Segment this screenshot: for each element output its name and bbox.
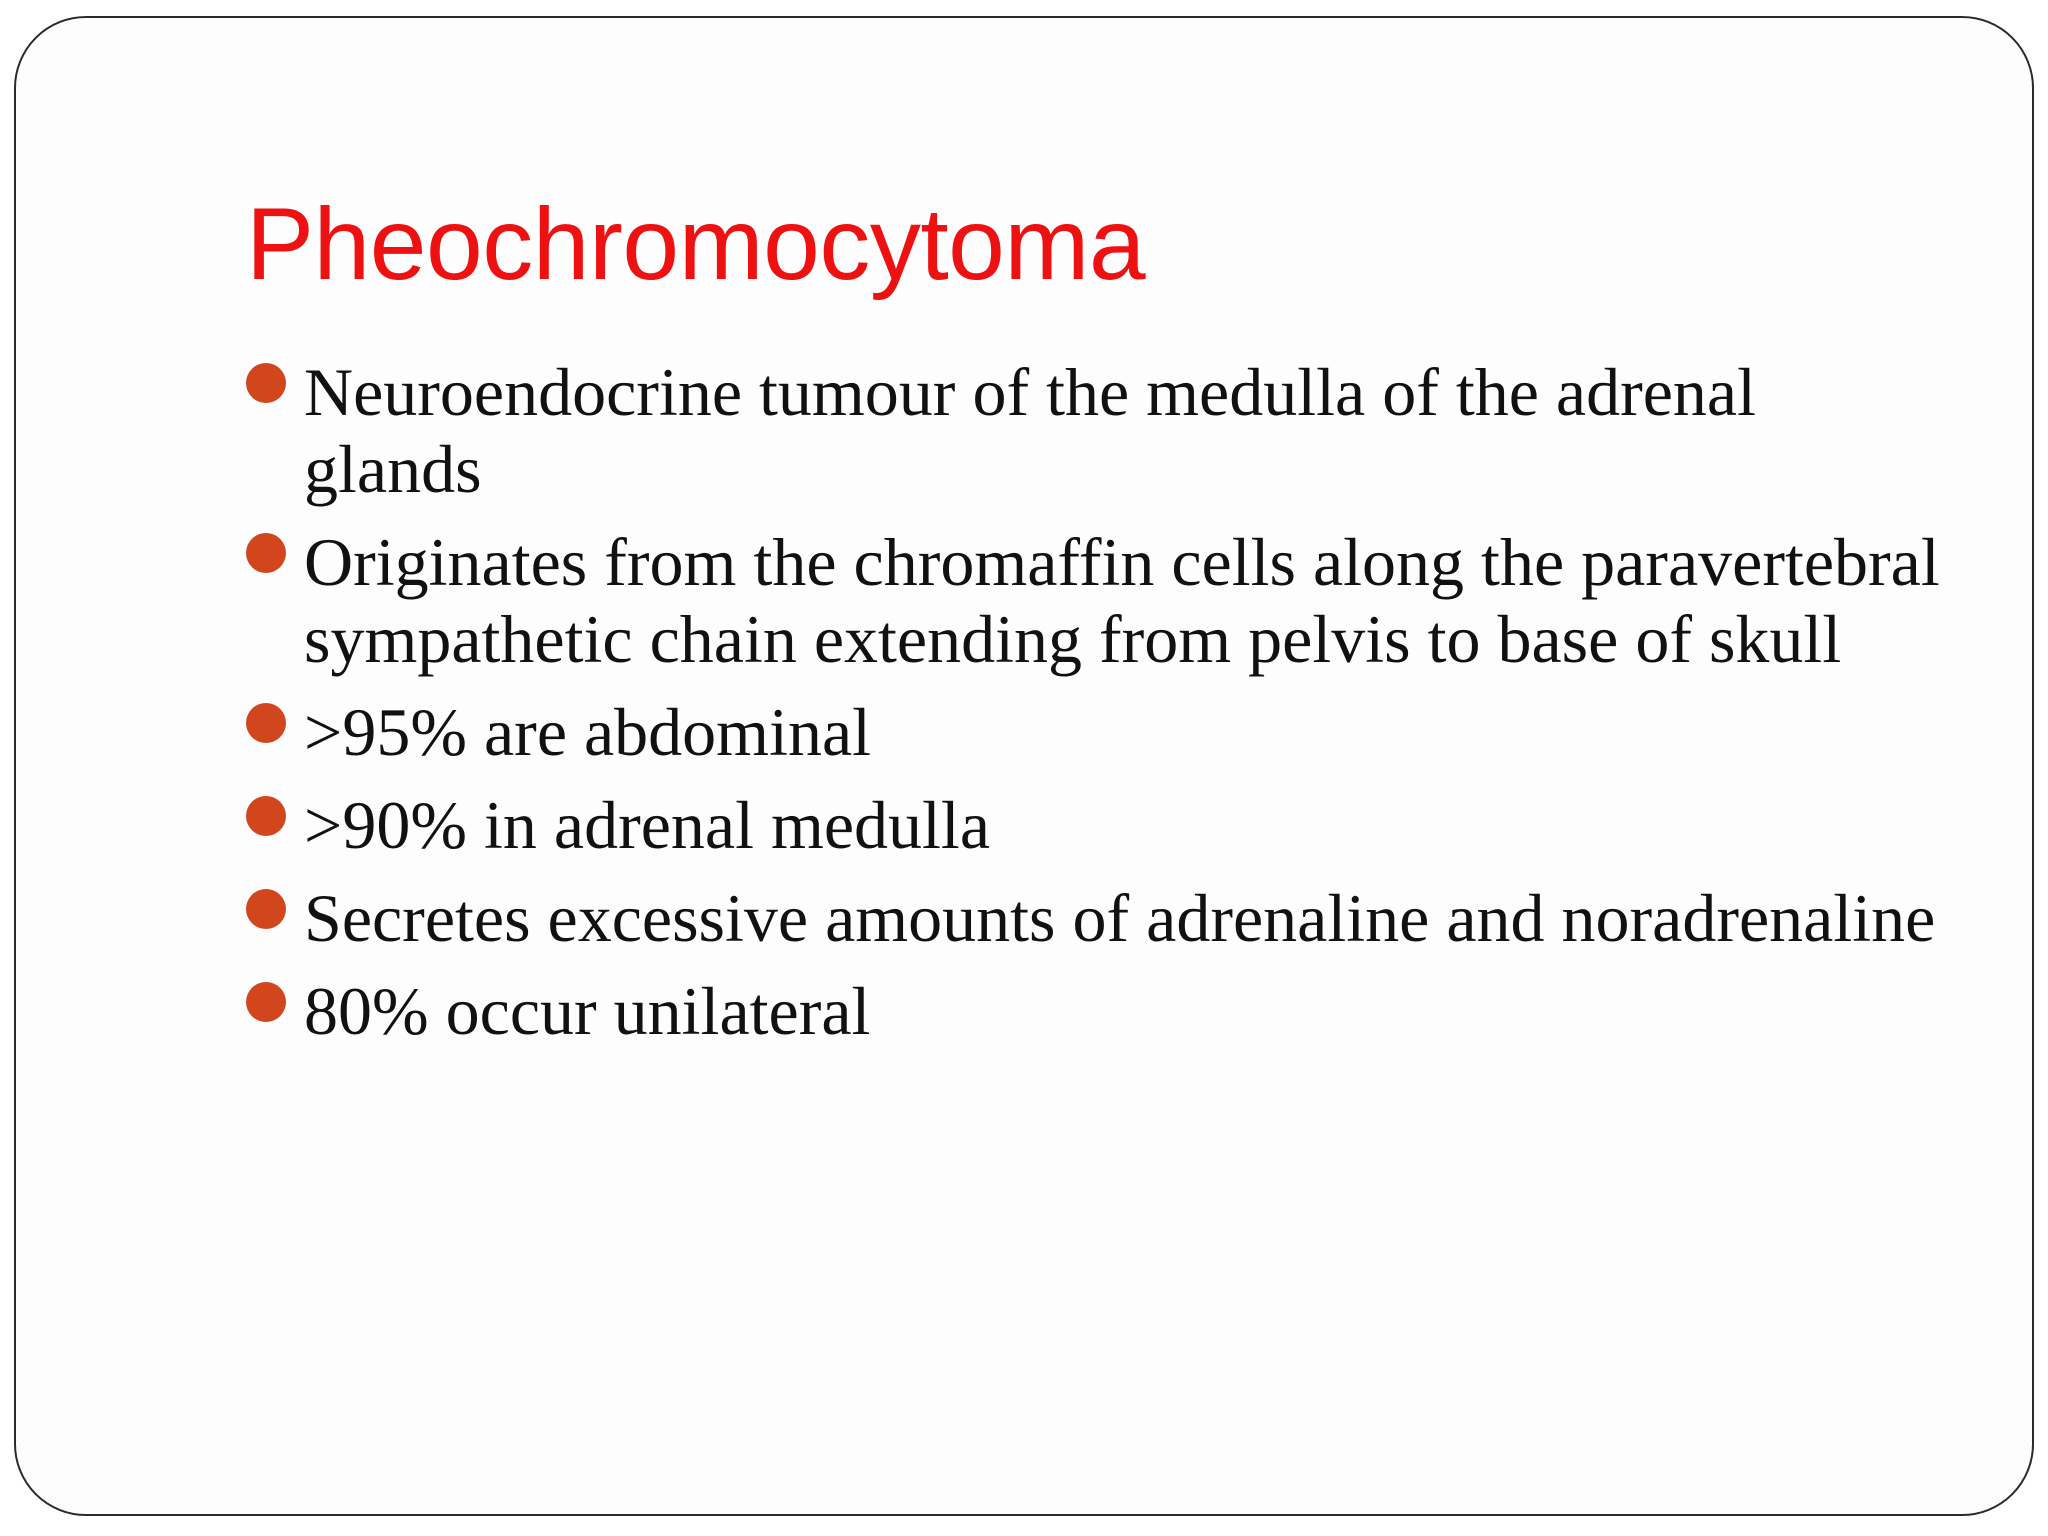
list-item bbox=[246, 973, 1946, 1050]
slide-title: Pheochromocytoma bbox=[246, 187, 1146, 301]
bullet-text: >90% in adrenal medulla bbox=[304, 787, 991, 863]
bullet-text: Neuroendocrine tumour of the medulla of the adrenal glands bbox=[304, 354, 1757, 507]
list-item bbox=[246, 694, 1946, 771]
bullet-text: >95% are abdominal bbox=[304, 694, 872, 770]
slide-frame bbox=[14, 16, 2034, 1516]
bullet-text: Secretes excessive amounts of adrenaline and noradrenaline bbox=[304, 880, 1936, 956]
list-item bbox=[246, 787, 1946, 864]
list-item bbox=[246, 354, 1946, 508]
bullet-dot-icon bbox=[246, 796, 286, 836]
bullet-dot-icon bbox=[246, 703, 286, 743]
bullet-dot-icon bbox=[246, 982, 286, 1022]
bullet-dot-icon bbox=[246, 363, 286, 403]
bullet-dot-icon bbox=[246, 889, 286, 929]
bullet-text: 80% occur unilateral bbox=[304, 973, 871, 1049]
bullet-dot-icon bbox=[246, 533, 286, 573]
bullet-list bbox=[246, 354, 1946, 1066]
list-item bbox=[246, 880, 1946, 957]
bullet-text: Originates from the chromaffin cells along the paravertebral sympathetic chain extending from pelvis to base of skull bbox=[304, 524, 1940, 677]
list-item bbox=[246, 524, 1946, 678]
